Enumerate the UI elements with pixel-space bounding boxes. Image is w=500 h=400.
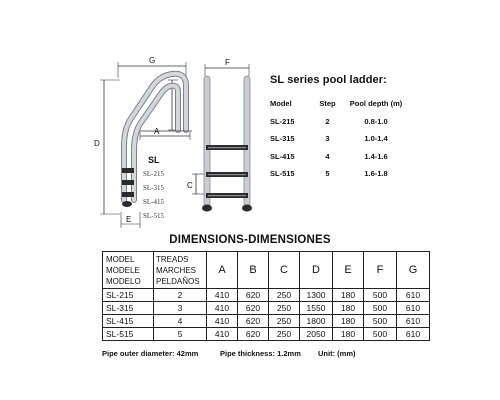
cell-b: 620: [238, 289, 269, 302]
cell-e: 180: [333, 302, 364, 315]
spec-title: SL series pool ladder:: [270, 74, 387, 86]
spec-step: 2: [325, 116, 330, 126]
header-d: D: [300, 252, 333, 289]
header-a: A: [207, 252, 238, 289]
cell-c: 250: [269, 328, 300, 341]
header-treads: [154, 252, 207, 289]
cell-d: 1800: [300, 315, 333, 328]
spec-step: 5: [325, 169, 330, 179]
dimensions-table: [102, 251, 430, 341]
drawing-model-label: SL: [148, 155, 160, 165]
cell-model: SL-215: [103, 289, 154, 302]
spec-depth: 1.4-1.6: [364, 151, 388, 161]
spec-header-step: Step: [319, 99, 336, 109]
dimensions-row: [103, 289, 430, 302]
dimensions-row: [103, 315, 430, 328]
spec-row: [270, 130, 411, 148]
drawing-model-item: SL-215: [143, 170, 164, 178]
header-c: C: [269, 252, 300, 289]
spec-table: [270, 95, 411, 183]
spec-model: SL-415: [270, 151, 295, 161]
cell-b: 620: [238, 315, 269, 328]
cell-model: SL-415: [103, 315, 154, 328]
header-b: B: [238, 252, 269, 289]
header-model-es: MODELO: [106, 276, 141, 286]
drawing-model-item: SL-415: [143, 198, 164, 206]
spec-step: 3: [325, 134, 330, 144]
cell-d: 1300: [300, 289, 333, 302]
cell-treads: 5: [154, 328, 207, 341]
spec-panel: [270, 74, 500, 183]
dimensions-row: [103, 328, 430, 341]
cell-g: 610: [397, 289, 430, 302]
spec-header-depth: Pool depth (m): [349, 99, 403, 109]
cell-model: SL-515: [103, 328, 154, 341]
cell-treads: 3: [154, 302, 207, 315]
dim-label-e: E: [126, 215, 132, 224]
cell-treads: 2: [154, 289, 207, 302]
dimensions-row: [103, 302, 430, 315]
cell-treads: 4: [154, 315, 207, 328]
spec-model: SL-515: [270, 169, 295, 179]
spec-depth: 1.0-1.4: [364, 134, 388, 144]
spec-model: SL-215: [270, 116, 295, 126]
dim-label-a: A: [154, 127, 160, 136]
front-view-drawing: [187, 58, 252, 212]
cell-e: 180: [333, 315, 364, 328]
header-model-en: MODEL: [106, 254, 135, 264]
dim-label-c: C: [187, 181, 193, 190]
header-model: [103, 252, 154, 289]
header-model-fr: MODELE: [106, 265, 140, 275]
header-g: G: [397, 252, 430, 289]
note-unit: Unit: (mm): [318, 349, 356, 358]
dim-label-f: F: [225, 58, 230, 67]
spec-model: SL-315: [270, 134, 295, 144]
cell-g: 610: [397, 302, 430, 315]
cell-a: 410: [207, 328, 238, 341]
dim-label-b: B: [176, 101, 182, 110]
note-pipe-outer-diameter: Pipe outer diameter: 42mm: [102, 349, 199, 358]
cell-g: 610: [397, 328, 430, 341]
dim-label-g: G: [149, 56, 156, 65]
dimensions-header-row: [103, 252, 430, 289]
dimensions-title: DIMENSIONS-DIMENSIONES: [169, 234, 331, 246]
cell-c: 250: [269, 302, 300, 315]
cell-d: 1550: [300, 302, 333, 315]
cell-c: 250: [269, 289, 300, 302]
cell-e: 180: [333, 289, 364, 302]
header-treads-en: TREADS: [156, 254, 189, 264]
spec-row: [270, 113, 411, 131]
cell-f: 500: [364, 302, 397, 315]
spec-row: [270, 165, 411, 183]
spec-row: [270, 148, 411, 166]
spec-header-model: Model: [270, 99, 292, 109]
drawing-model-item: SL-515: [143, 212, 164, 220]
cell-a: 410: [207, 315, 238, 328]
header-treads-fr: MARCHES: [156, 265, 197, 275]
spec-depth: 0.8-1.0: [364, 116, 388, 126]
spec-header-row: [270, 95, 411, 113]
cell-f: 500: [364, 328, 397, 341]
cell-g: 610: [397, 315, 430, 328]
note-pipe-thickness: Pipe thickness: 1.2mm: [220, 349, 301, 358]
cell-f: 500: [364, 315, 397, 328]
header-e: E: [333, 252, 364, 289]
drawing-model-item: SL-315: [143, 184, 164, 192]
cell-b: 620: [238, 328, 269, 341]
cell-model: SL-315: [103, 302, 154, 315]
header-f: F: [364, 252, 397, 289]
cell-d: 2050: [300, 328, 333, 341]
cell-c: 250: [269, 315, 300, 328]
cell-f: 500: [364, 289, 397, 302]
cell-a: 410: [207, 302, 238, 315]
spec-depth: 1.6-1.8: [364, 169, 388, 179]
cell-a: 410: [207, 289, 238, 302]
spec-step: 4: [325, 151, 330, 161]
cell-e: 180: [333, 328, 364, 341]
header-treads-es: PELDAÑOS: [156, 276, 200, 286]
dim-label-d: D: [94, 139, 100, 148]
cell-b: 620: [238, 302, 269, 315]
